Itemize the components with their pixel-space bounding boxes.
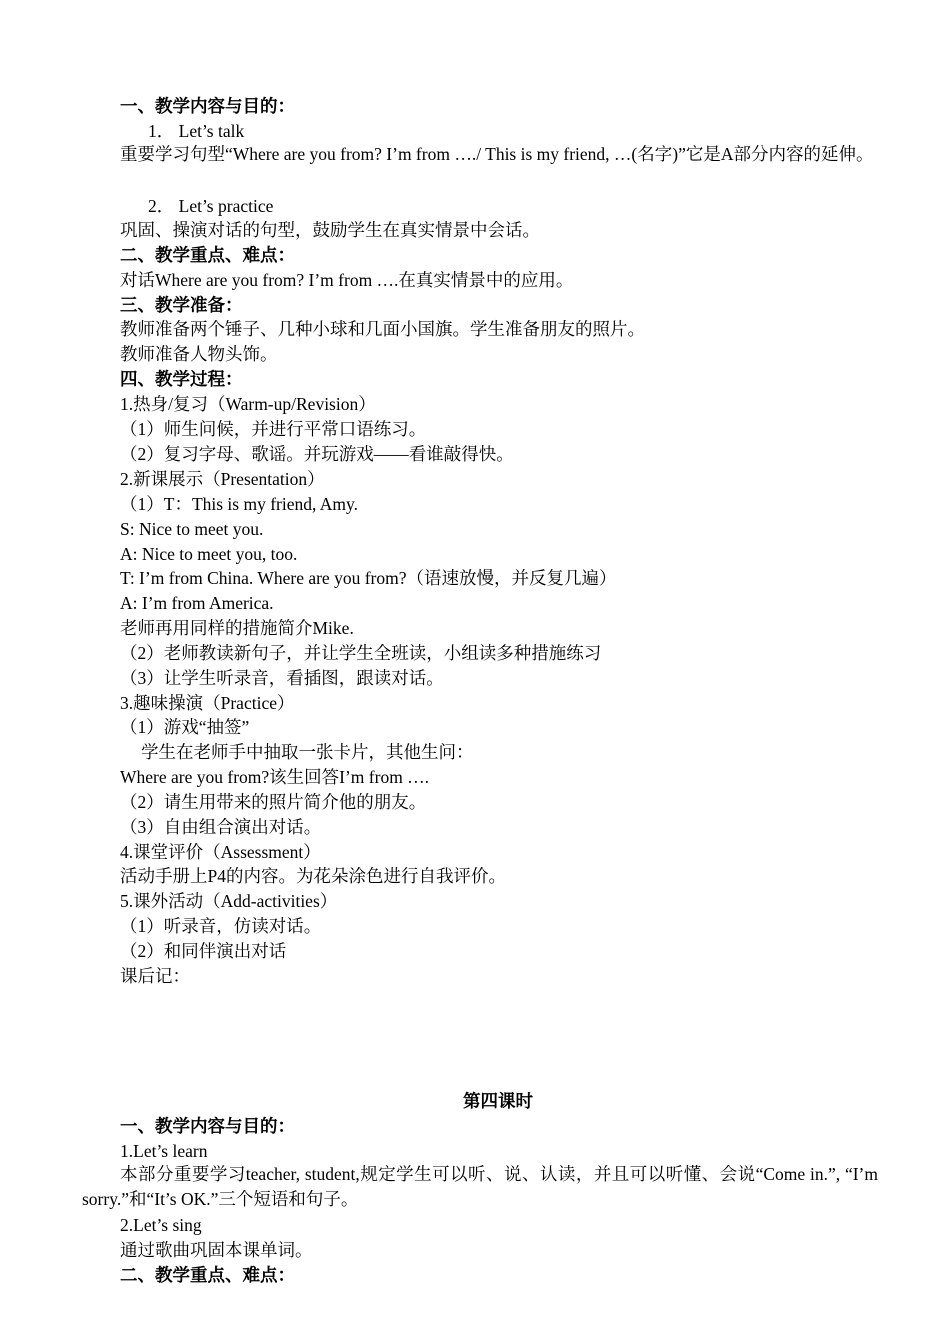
process-step-2-4: T: I’m from China. Where are you from?（语速放慢，并反复几遍） [120, 568, 617, 588]
process-step-3-5: （3）自由组合演出对话。 [120, 817, 322, 837]
preparation-text-1: 教师准备两个锤子、几种小球和几面小国旗。学生准备朋友的照片。 [120, 319, 645, 339]
after-class-notes: 课后记： [120, 966, 190, 986]
item-lets-talk-description: 重要学习句型“Where are you from? I’m from …./ This is my friend, …(名字)”它是A部分内容的延伸。 [120, 144, 874, 164]
lesson-4-item-lets-learn: 1.Let’s learn [120, 1141, 208, 1161]
process-step-2-7: （2）老师教读新句子，并让学生全班读，小组读多种措施练习 [120, 643, 602, 663]
process-step-5-1: （1）听录音，仿读对话。 [120, 916, 322, 936]
process-step-4-1: 活动手册上P4的内容。为花朵涂色进行自我评价。 [120, 866, 506, 886]
lesson-4-title: 第四课时 [463, 1091, 533, 1111]
lesson-4-item-lets-sing-description: 通过歌曲巩固本课单词。 [120, 1240, 313, 1260]
process-step-2-1: （1）T：This is my friend, Amy. [120, 494, 359, 514]
section-heading-preparation: 三、教学准备： [120, 295, 243, 315]
process-step-3-1: （1）游戏“抽签” [120, 717, 250, 737]
process-step-5: 5.课外活动（Add-activities） [120, 891, 338, 911]
process-step-2-6: 老师再用同样的措施简介Mike. [120, 618, 354, 638]
key-points-text: 对话Where are you from? I’m from ….在真实情景中的应用。 [120, 270, 574, 290]
process-step-2-3: A: Nice to meet you, too. [120, 544, 298, 564]
process-step-1-2: （2）复习字母、歌谣。并玩游戏——看谁敲得快。 [120, 444, 514, 464]
process-step-3-3: Where are you from?该生回答I’m from …. [120, 767, 430, 787]
preparation-text-2: 教师准备人物头饰。 [120, 344, 278, 364]
item-lets-practice-description: 巩固、操演对话的句型，鼓励学生在真实情景中会话。 [120, 220, 540, 240]
process-step-1-1: （1）师生问候，并进行平常口语练习。 [120, 419, 427, 439]
process-step-2-5: A: I’m from America. [120, 593, 274, 613]
process-step-1: 1.热身/复习（Warm-up/Revision） [120, 394, 376, 414]
section-heading-key-points: 二、教学重点、难点： [120, 245, 295, 265]
process-step-3-2: 学生在老师手中抽取一张卡片，其他生问： [141, 742, 474, 762]
process-step-3: 3.趣味操演（Practice） [120, 693, 295, 713]
process-step-2: 2.新课展示（Presentation） [120, 469, 325, 489]
process-step-3-4: （2）请生用带来的照片简介他的朋友。 [120, 792, 427, 812]
item-lets-practice: 2． Let’s practice [148, 196, 274, 216]
lesson-4-item-lets-learn-description: 本部分重要学习teacher, student,规定学生可以听、说、认读，并且可以听懂、会说“Come in.”, “I’m sorry.”和“It’s OK.”三个短语和句子。 [82, 1164, 878, 1209]
lesson-4-item-lets-sing: 2.Let’s sing [120, 1215, 202, 1235]
process-step-5-2: （2）和同伴演出对话 [120, 941, 287, 961]
lesson-4-heading-key-points: 二、教学重点、难点： [120, 1265, 295, 1285]
process-step-4: 4.课堂评价（Assessment） [120, 842, 321, 862]
section-heading-process: 四、教学过程： [120, 369, 243, 389]
process-step-2-2: S: Nice to meet you. [120, 519, 264, 539]
process-step-2-8: （3）让学生听录音，看插图，跟读对话。 [120, 668, 444, 688]
lesson-4-heading-content: 一、教学内容与目的： [120, 1116, 295, 1136]
item-lets-talk: 1． Let’s talk [148, 121, 245, 141]
section-heading-content: 一、教学内容与目的： [120, 96, 295, 116]
